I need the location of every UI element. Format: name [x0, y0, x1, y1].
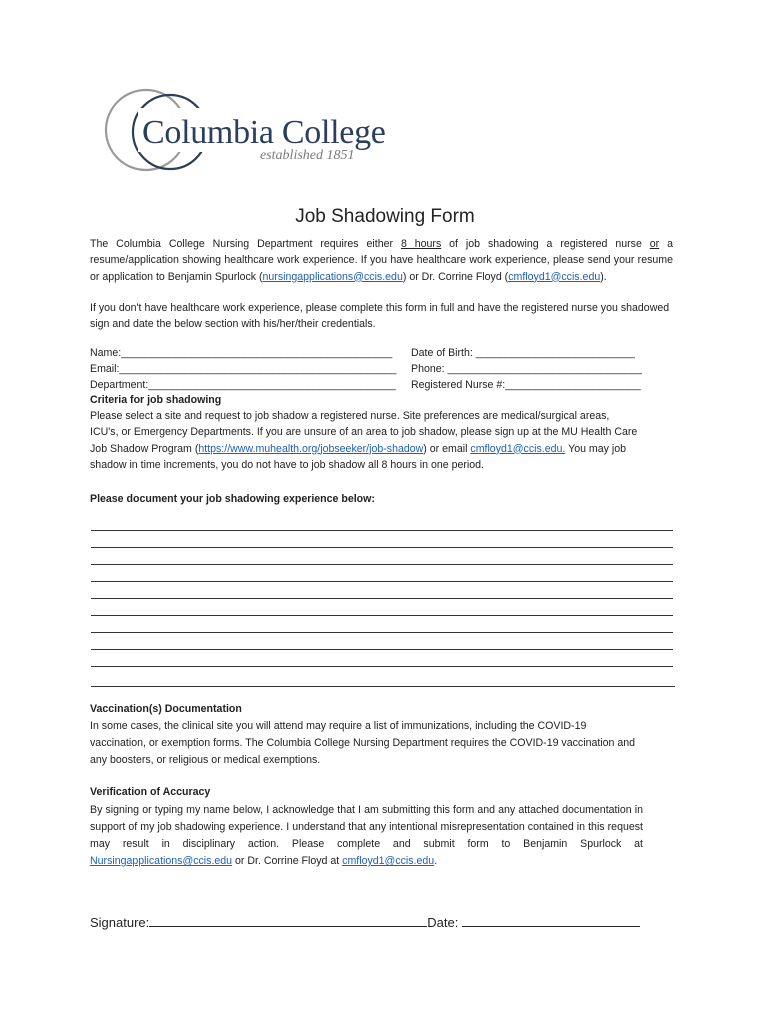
- experience-line[interactable]: [91, 632, 673, 633]
- signature-field[interactable]: [149, 914, 427, 927]
- criteria-paragraph: Please select a site and request to job shadow a registered nurse. Site preferences are medical/surgical areas, ICU's, or Emergency Departments. If you are unsure of an area to job shadow, please sign up at the MU Health Care Job Shadow Program (https://www.muhealth.org/jobseeker/job-shadow) or email cmfloyd1@ccis.edu. You may job shadow in time increments, you do not have to job shadow all 8 hours in one period.: [90, 410, 638, 471]
- phone-field[interactable]: Phone: _________________________________: [411, 363, 642, 375]
- field-row-3: [90, 377, 673, 393]
- date-of-birth-field[interactable]: Date of Birth: ___________________________: [411, 347, 635, 359]
- verification-heading: Verification of Accuracy: [90, 786, 211, 798]
- experience-line[interactable]: [91, 547, 673, 548]
- logo-name: Columbia College: [142, 114, 386, 151]
- nursing-applications-email-link[interactable]: nursingapplications@ccis.edu: [262, 270, 403, 283]
- verification-cmfloyd-email-link[interactable]: cmfloyd1@ccis.edu: [342, 855, 435, 867]
- criteria-email-link[interactable]: cmfloyd1@ccis.edu.: [470, 442, 566, 455]
- date-field[interactable]: [462, 914, 640, 927]
- name-field[interactable]: Name:______________________________________________: [90, 347, 393, 359]
- intro-paragraph-2: If you don't have healthcare work experience, please complete this form in full and have the registered nurse you shadowed sign and date the below section with his/her/their credentials.: [90, 302, 670, 331]
- experience-line[interactable]: [91, 615, 673, 616]
- experience-line[interactable]: [91, 666, 673, 667]
- experience-line[interactable]: [91, 530, 673, 531]
- page-title: Job Shadowing Form: [295, 206, 475, 227]
- verification-nursing-email-link[interactable]: Nursingapplications@ccis.edu: [90, 855, 233, 867]
- hours-requirement: 8 hours: [400, 238, 442, 250]
- experience-line[interactable]: [91, 649, 673, 650]
- intro-paragraph: The Columbia College Nursing Department requires either 8 hours of job shadowing a registered nurse or a resume/application showing healthcare work experience. If you have healthcare work experience, please send your resume or application to Benjamin Spurlock (nursingapplications@ccis.edu) or Dr. Corrine Floyd (cmfloyd1@ccis.edu).: [90, 238, 673, 283]
- columbia-college-logo: [88, 86, 388, 196]
- cmfloyd-email-link[interactable]: cmfloyd1@ccis.edu: [508, 270, 601, 283]
- signature-row: [90, 914, 640, 930]
- signature-label: Signature:: [90, 915, 150, 930]
- verification-paragraph: By signing or typing my name below, I acknowledge that I am submitting this form and any attached documentation in support of my job shadowing experience. I understand that any intentional misrepresentation contained in this request may result in disciplinary action. Please complete and submit form to Benjamin Spurlock at Nursingapplications@ccis.edu or Dr. Corrine Floyd at cmfloyd1@ccis.edu.: [90, 804, 643, 867]
- vaccination-paragraph: In some cases, the clinical site you will attend may require a list of immunizations, including the COVID-19 vaccination, or exemption forms. The Columbia College Nursing Department requires the COVID-19 vaccination and any boosters, or religious or medical exemptions.: [90, 720, 636, 766]
- registered-nurse-field[interactable]: Registered Nurse #:_______________________: [411, 379, 641, 391]
- experience-line[interactable]: [91, 686, 675, 687]
- department-field[interactable]: Department:__________________________________________: [90, 379, 396, 391]
- field-row-1: [90, 345, 673, 361]
- experience-line[interactable]: [91, 564, 673, 565]
- date-label: Date:: [427, 915, 462, 930]
- logo-tagline: established 1851: [260, 148, 355, 163]
- field-row-2: [90, 361, 673, 377]
- document-experience-heading: Please document your job shadowing experience below:: [90, 493, 375, 505]
- muhealth-job-shadow-link[interactable]: https://www.muhealth.org/jobseeker/job-shadow: [198, 442, 424, 455]
- experience-line[interactable]: [91, 598, 673, 599]
- vaccination-heading: Vaccination(s) Documentation: [90, 703, 242, 715]
- email-field[interactable]: Email:_______________________________________________: [90, 363, 397, 375]
- criteria-heading: Criteria for job shadowing: [90, 394, 222, 406]
- experience-line[interactable]: [91, 581, 673, 582]
